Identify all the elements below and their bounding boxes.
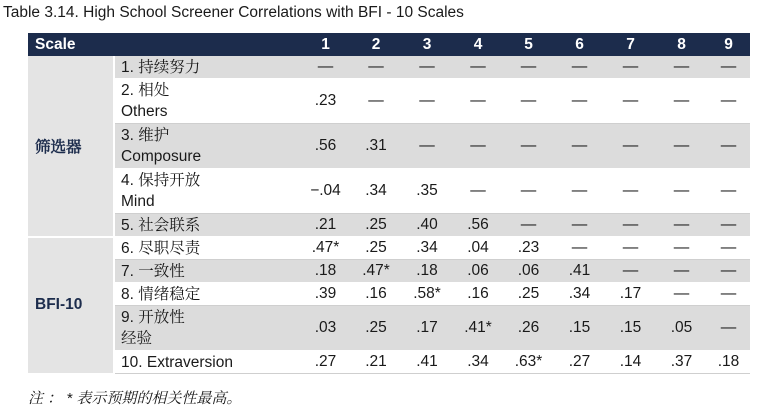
correlation-cell: .15	[554, 306, 605, 351]
table-row	[28, 260, 750, 283]
correlation-cell: .56	[300, 124, 351, 169]
correlation-cell: —	[605, 124, 656, 169]
correlation-cell: —	[554, 56, 605, 79]
correlation-cell: —	[707, 237, 750, 260]
correlation-cell: —	[554, 169, 605, 214]
correlation-cell: .41*	[453, 306, 503, 351]
correlation-cell: —	[503, 169, 554, 214]
correlation-cell: .34	[554, 283, 605, 306]
correlation-cell: .16	[351, 283, 401, 306]
correlation-cell: .58*	[401, 283, 453, 306]
correlation-cell: —	[351, 56, 401, 79]
row-label: 1. 持续努力	[114, 56, 300, 79]
header-row	[28, 33, 750, 56]
correlation-cell: .35	[401, 169, 453, 214]
correlation-cell: .25	[503, 283, 554, 306]
table-note: 注 ： * 表示预期的相关性最高。	[28, 390, 242, 407]
correlation-cell: —	[707, 79, 750, 124]
row-label: 4. 保持开放 Mind	[114, 169, 300, 214]
col-header: 7	[605, 33, 656, 56]
row-label: 10. Extraversion	[114, 351, 300, 374]
correlation-cell: .04	[453, 237, 503, 260]
correlation-cell: .25	[351, 306, 401, 351]
correlation-cell: —	[453, 79, 503, 124]
correlation-cell: .41	[554, 260, 605, 283]
row-label: 8. 情绪稳定	[114, 283, 300, 306]
correlation-cell: .27	[300, 351, 351, 374]
correlation-cell: —	[554, 79, 605, 124]
col-header: 5	[503, 33, 554, 56]
correlation-cell: .34	[401, 237, 453, 260]
table-row	[28, 214, 750, 237]
row-label: 7. 一致性	[114, 260, 300, 283]
correlation-cell: —	[656, 260, 707, 283]
correlation-cell: —	[707, 124, 750, 169]
row-label: 3. 维护 Composure	[114, 124, 300, 169]
table-row	[28, 169, 750, 214]
correlation-cell: .31	[351, 124, 401, 169]
correlation-cell: .06	[453, 260, 503, 283]
correlation-cell: .06	[503, 260, 554, 283]
correlation-cell: .17	[605, 283, 656, 306]
correlation-cell: —	[554, 237, 605, 260]
col-header: 6	[554, 33, 605, 56]
correlation-cell: .14	[605, 351, 656, 374]
correlation-cell: —	[656, 169, 707, 214]
correlation-cell: .40	[401, 214, 453, 237]
correlation-cell: —	[300, 56, 351, 79]
correlation-cell: —	[605, 237, 656, 260]
table-row	[28, 351, 750, 374]
correlation-cell: .47*	[351, 260, 401, 283]
row-label: 5. 社会联系	[114, 214, 300, 237]
correlation-cell: .34	[351, 169, 401, 214]
correlation-cell: —	[656, 79, 707, 124]
correlation-cell: −.04	[300, 169, 351, 214]
correlation-cell: —	[605, 260, 656, 283]
correlation-cell: .34	[453, 351, 503, 374]
correlation-cell: .15	[605, 306, 656, 351]
correlation-cell: .16	[453, 283, 503, 306]
correlation-cell: .63*	[503, 351, 554, 374]
correlation-cell: —	[605, 214, 656, 237]
correlation-cell: .37	[656, 351, 707, 374]
correlation-cell: —	[554, 124, 605, 169]
correlation-cell: —	[656, 237, 707, 260]
col-header: 1	[300, 33, 351, 56]
correlation-cell: —	[554, 214, 605, 237]
correlation-cell: —	[401, 56, 453, 79]
correlation-cell: .26	[503, 306, 554, 351]
col-header: 2	[351, 33, 401, 56]
table-title: Table 3.14. High School Screener Correlations with BFI - 10 Scales	[3, 4, 464, 21]
correlation-cell: .39	[300, 283, 351, 306]
correlation-cell: .21	[300, 214, 351, 237]
correlation-cell: —	[453, 169, 503, 214]
correlation-cell: —	[401, 124, 453, 169]
correlation-cell: .25	[351, 214, 401, 237]
correlation-cell: —	[707, 169, 750, 214]
correlation-cell: —	[605, 169, 656, 214]
correlation-table	[28, 33, 750, 375]
table-row	[28, 306, 750, 351]
col-header: 9	[707, 33, 750, 56]
col-header: 3	[401, 33, 453, 56]
table-row	[28, 124, 750, 169]
correlation-cell: —	[707, 306, 750, 351]
correlation-cell: .56	[453, 214, 503, 237]
table-row	[28, 79, 750, 124]
group-label-bfi: BFI-10	[28, 237, 114, 374]
correlation-cell: .47*	[300, 237, 351, 260]
correlation-cell: .03	[300, 306, 351, 351]
correlation-cell: —	[656, 283, 707, 306]
correlation-cell: —	[605, 56, 656, 79]
table-row	[28, 56, 750, 79]
correlation-cell: .23	[300, 79, 351, 124]
correlation-cell: —	[351, 79, 401, 124]
col-header: 4	[453, 33, 503, 56]
group-label-screener: 筛选器	[28, 56, 114, 237]
correlation-cell: .41	[401, 351, 453, 374]
correlation-cell: .18	[707, 351, 750, 374]
correlation-cell: —	[503, 214, 554, 237]
correlation-cell: —	[503, 56, 554, 79]
correlation-cell: —	[453, 124, 503, 169]
table-row	[28, 283, 750, 306]
correlation-cell: —	[707, 260, 750, 283]
correlation-cell: —	[707, 214, 750, 237]
correlation-cell: .05	[656, 306, 707, 351]
correlation-cell: —	[656, 124, 707, 169]
correlation-cell: —	[707, 283, 750, 306]
col-header: 8	[656, 33, 707, 56]
correlation-cell: .25	[351, 237, 401, 260]
correlation-cell: —	[453, 56, 503, 79]
correlation-cell: —	[503, 79, 554, 124]
correlation-cell: .21	[351, 351, 401, 374]
correlation-cell: —	[401, 79, 453, 124]
correlation-cell: .18	[300, 260, 351, 283]
correlation-cell: —	[503, 124, 554, 169]
correlation-cell: —	[605, 79, 656, 124]
correlation-cell: .17	[401, 306, 453, 351]
correlation-cell: .27	[554, 351, 605, 374]
scale-header: Scale	[28, 33, 300, 56]
table-row	[28, 237, 750, 260]
correlation-cell: .18	[401, 260, 453, 283]
correlation-cell: .23	[503, 237, 554, 260]
row-label: 9. 开放性 经验	[114, 306, 300, 351]
correlation-cell: —	[656, 214, 707, 237]
correlation-cell: —	[707, 56, 750, 79]
correlation-cell: —	[656, 56, 707, 79]
row-label: 6. 尽职尽责	[114, 237, 300, 260]
row-label: 2. 相处 Others	[114, 79, 300, 124]
